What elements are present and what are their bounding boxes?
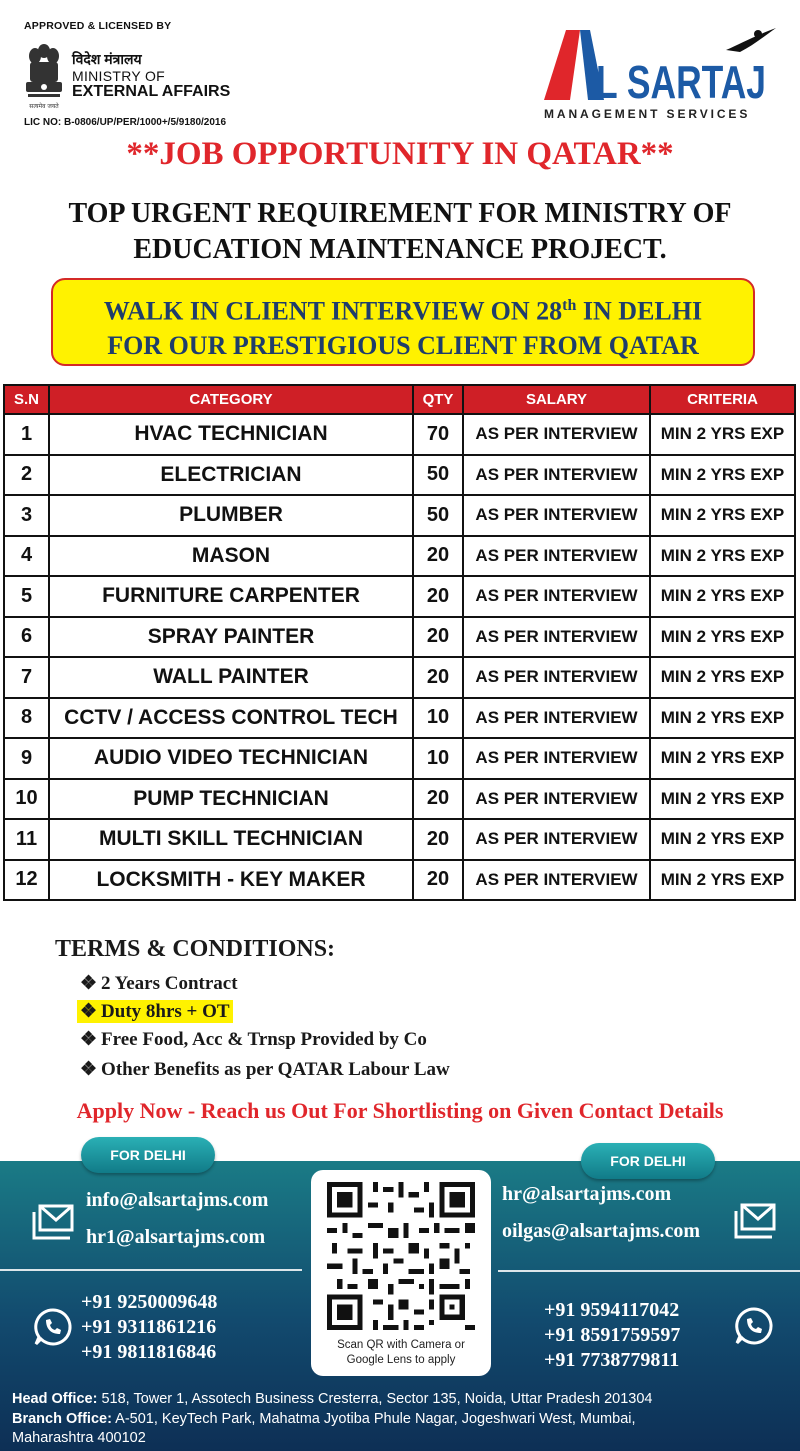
ministry-line-2: EXTERNAL AFFAIRS <box>72 83 231 100</box>
cell-qty: 20 <box>413 657 463 698</box>
cell-salary: AS PER INTERVIEW <box>463 617 650 658</box>
walkin-banner <box>51 278 755 366</box>
whatsapp-icon <box>734 1306 774 1346</box>
cell-salary: AS PER INTERVIEW <box>463 819 650 860</box>
phone-number[interactable]: +91 7738779811 <box>544 1349 680 1371</box>
cell-category: PLUMBER <box>49 495 413 536</box>
cell-category: AUDIO VIDEO TECHNICIAN <box>49 738 413 779</box>
table-row <box>4 536 795 577</box>
cell-salary: AS PER INTERVIEW <box>463 576 650 617</box>
cell-criteria: MIN 2 YRS EXP <box>650 576 795 617</box>
table-row <box>4 738 795 779</box>
header-qty: QTY <box>413 385 463 414</box>
cell-qty: 50 <box>413 495 463 536</box>
cell-category: LOCKSMITH - KEY MAKER <box>49 860 413 901</box>
branch-office-address-line-2: Maharashtra 400102 <box>12 1430 146 1446</box>
cell-sn: 2 <box>4 455 49 496</box>
ministry-hindi-name: विदेश मंत्रालय <box>72 51 142 67</box>
svg-text:L SARTAJ: L SARTAJ <box>596 56 766 108</box>
jobs-table <box>3 384 796 901</box>
phone-number[interactable]: +91 9594117042 <box>544 1299 680 1321</box>
phone-number[interactable]: +91 9250009648 <box>81 1291 218 1313</box>
cell-criteria: MIN 2 YRS EXP <box>650 536 795 577</box>
table-row <box>4 495 795 536</box>
cell-criteria: MIN 2 YRS EXP <box>650 455 795 496</box>
cell-criteria: MIN 2 YRS EXP <box>650 738 795 779</box>
cell-sn: 1 <box>4 414 49 455</box>
table-row <box>4 779 795 820</box>
cell-category: MULTI SKILL TECHNICIAN <box>49 819 413 860</box>
cell-criteria: MIN 2 YRS EXP <box>650 495 795 536</box>
cell-sn: 3 <box>4 495 49 536</box>
cell-qty: 70 <box>413 414 463 455</box>
diamond-bullet-icon: ❖ <box>80 1059 98 1080</box>
cell-salary: AS PER INTERVIEW <box>463 738 650 779</box>
cell-qty: 20 <box>413 576 463 617</box>
table-row <box>4 698 795 739</box>
email-link[interactable]: info@alsartajms.com <box>86 1189 269 1211</box>
cell-qty: 10 <box>413 698 463 739</box>
cell-salary: AS PER INTERVIEW <box>463 414 650 455</box>
table-row <box>4 414 795 455</box>
term-item: ❖ Other Benefits as per QATAR Labour Law <box>80 1059 450 1080</box>
head-office-address: Head Office: 518, Tower 1, Assotech Business Cresterra, Sector 135, Noida, Uttar Pradesh 201304 <box>12 1391 653 1407</box>
cell-category: ELECTRICIAN <box>49 455 413 496</box>
table-row <box>4 576 795 617</box>
phone-number[interactable]: +91 9311861216 <box>81 1316 217 1338</box>
cell-criteria: MIN 2 YRS EXP <box>650 860 795 901</box>
email-link[interactable]: hr@alsartajms.com <box>502 1183 672 1205</box>
qr-code-icon[interactable] <box>327 1182 475 1330</box>
email-link[interactable]: oilgas@alsartajms.com <box>502 1220 701 1242</box>
apply-now-text: Apply Now - Reach us Out For Shortlisting on Given Contact Details <box>76 1098 724 1123</box>
cell-category: FURNITURE CARPENTER <box>49 576 413 617</box>
cell-sn: 6 <box>4 617 49 658</box>
header-salary: SALARY <box>463 385 650 414</box>
subheadline-line-1: TOP URGENT REQUIREMENT FOR MINISTRY OF <box>68 198 732 229</box>
table-row <box>4 819 795 860</box>
header-criteria: CRITERIA <box>650 385 795 414</box>
cell-sn: 9 <box>4 738 49 779</box>
cell-qty: 20 <box>413 860 463 901</box>
phone-number[interactable]: +91 8591759597 <box>544 1324 681 1346</box>
cell-criteria: MIN 2 YRS EXP <box>650 819 795 860</box>
diamond-bullet-icon: ❖ <box>80 973 98 994</box>
cell-category: WALL PAINTER <box>49 657 413 698</box>
logo-tagline: MANAGEMENT SERVICES <box>544 107 751 121</box>
cell-category: SPRAY PAINTER <box>49 617 413 658</box>
header-sn: S.N <box>4 385 49 414</box>
walkin-line-1: WALK IN CLIENT INTERVIEW ON 28th IN DELHI <box>103 296 703 326</box>
for-delhi-label-right: FOR DELHI <box>581 1143 715 1179</box>
cell-qty: 20 <box>413 536 463 577</box>
cell-criteria: MIN 2 YRS EXP <box>650 414 795 455</box>
cell-salary: AS PER INTERVIEW <box>463 779 650 820</box>
cell-sn: 11 <box>4 819 49 860</box>
cell-sn: 7 <box>4 657 49 698</box>
term-item-highlighted: ❖ Duty 8hrs + OT <box>77 1000 233 1023</box>
branch-office-address: Branch Office: A-501, KeyTech Park, Mahatma Jyotiba Phule Nagar, Jogeshwari West, Mumbai, <box>12 1411 636 1427</box>
term-item: ❖ 2 Years Contract <box>80 973 238 994</box>
diamond-bullet-icon: ❖ <box>80 1029 98 1050</box>
cell-criteria: MIN 2 YRS EXP <box>650 657 795 698</box>
national-emblem-icon <box>22 40 66 112</box>
email-link[interactable]: hr1@alsartajms.com <box>86 1226 266 1248</box>
term-item: ❖ Free Food, Acc & Trnsp Provided by Co <box>80 1029 427 1050</box>
cell-qty: 20 <box>413 819 463 860</box>
cell-salary: AS PER INTERVIEW <box>463 536 650 577</box>
divider <box>0 1269 302 1271</box>
whatsapp-icon <box>33 1307 73 1347</box>
cell-qty: 20 <box>413 617 463 658</box>
subheadline-line-2: EDUCATION MAINTENANCE PROJECT. <box>133 234 667 265</box>
cell-qty: 10 <box>413 738 463 779</box>
table-header-row <box>4 385 795 414</box>
cell-sn: 12 <box>4 860 49 901</box>
table-row <box>4 455 795 496</box>
cell-sn: 4 <box>4 536 49 577</box>
cell-salary: AS PER INTERVIEW <box>463 657 650 698</box>
cell-category: PUMP TECHNICIAN <box>49 779 413 820</box>
svg-text:सत्यमेव जयते: सत्यमेव जयते <box>29 103 59 110</box>
diamond-bullet-icon: ❖ <box>80 1001 98 1022</box>
table-row <box>4 657 795 698</box>
cell-category: CCTV / ACCESS CONTROL TECH <box>49 698 413 739</box>
cell-salary: AS PER INTERVIEW <box>463 860 650 901</box>
cell-sn: 8 <box>4 698 49 739</box>
header-category: CATEGORY <box>49 385 413 414</box>
approved-label: APPROVED & LICENSED BY <box>24 20 172 32</box>
cell-category: HVAC TECHNICIAN <box>49 414 413 455</box>
cell-sn: 10 <box>4 779 49 820</box>
table-row <box>4 617 795 658</box>
cell-qty: 50 <box>413 455 463 496</box>
qr-caption: Scan QR with Camera or Google Lens to apply <box>337 1339 465 1366</box>
for-delhi-label-left: FOR DELHI <box>81 1137 215 1173</box>
cell-criteria: MIN 2 YRS EXP <box>650 617 795 658</box>
ministry-line-1: MINISTRY OF <box>72 68 166 84</box>
license-number: LIC NO: B-0806/UP/PER/1000+/5/9180/2016 <box>24 117 227 128</box>
cell-salary: AS PER INTERVIEW <box>463 698 650 739</box>
walkin-line-2: FOR OUR PRESTIGIOUS CLIENT FROM QATAR <box>107 330 699 360</box>
cell-qty: 20 <box>413 779 463 820</box>
subheadline <box>0 196 800 268</box>
headline: **JOB OPPORTUNITY IN QATAR** <box>126 136 674 172</box>
terms-title: TERMS & CONDITIONS: <box>55 936 336 962</box>
email-icon <box>30 1202 76 1242</box>
email-icon <box>732 1201 778 1241</box>
phone-number[interactable]: +91 9811816846 <box>81 1341 217 1363</box>
cell-sn: 5 <box>4 576 49 617</box>
cell-salary: AS PER INTERVIEW <box>463 455 650 496</box>
cell-criteria: MIN 2 YRS EXP <box>650 779 795 820</box>
table-row <box>4 860 795 901</box>
cell-salary: AS PER INTERVIEW <box>463 495 650 536</box>
cell-criteria: MIN 2 YRS EXP <box>650 698 795 739</box>
divider <box>498 1270 800 1272</box>
cell-category: MASON <box>49 536 413 577</box>
